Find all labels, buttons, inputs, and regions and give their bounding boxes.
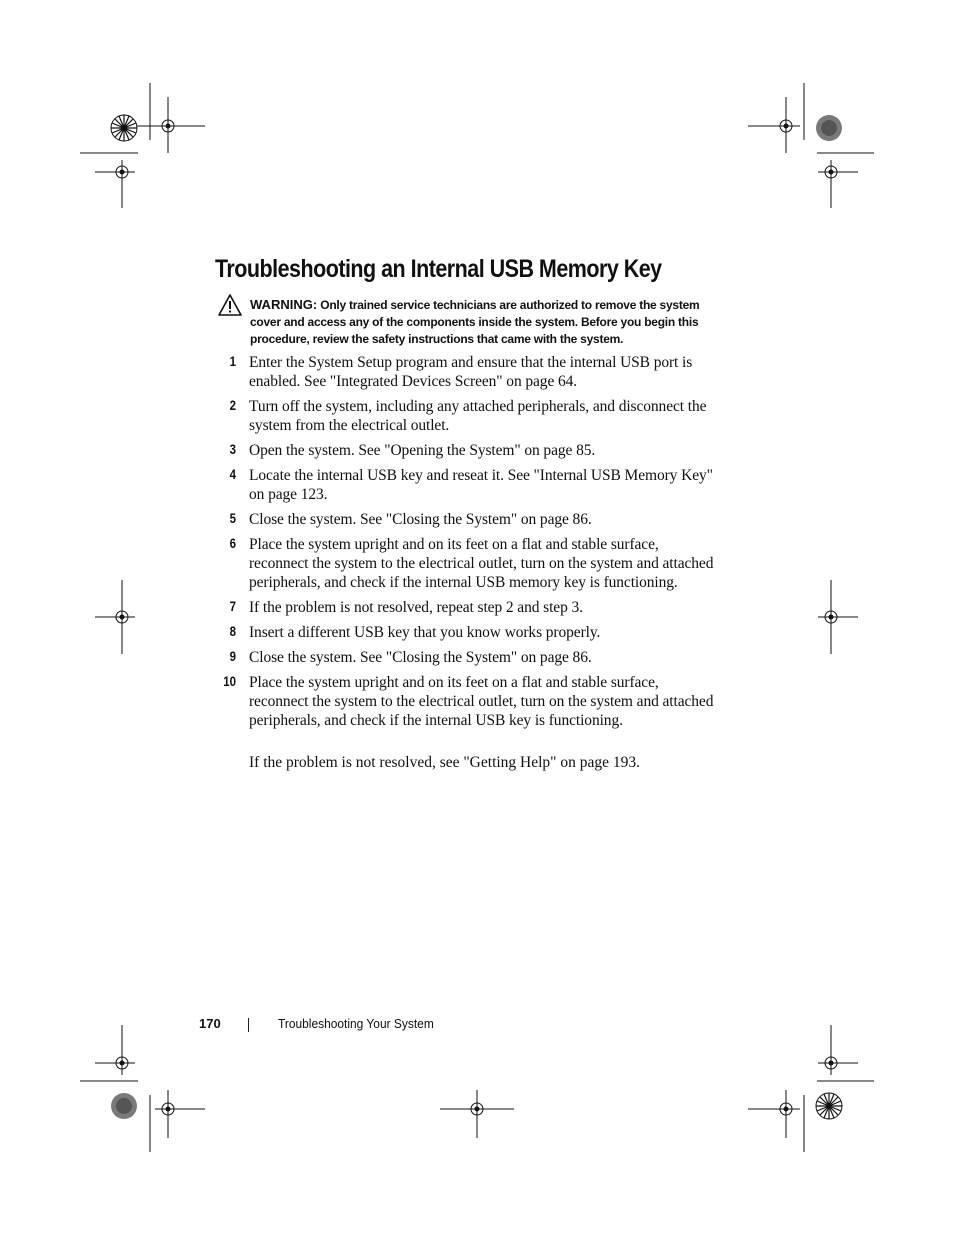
step-text: Open the system. See "Opening the System" on page 85. xyxy=(249,442,596,459)
step-text: If the problem is not resolved, repeat step 2 and step 3. xyxy=(249,599,583,616)
step-number: 4 xyxy=(229,467,236,482)
list-item xyxy=(218,623,718,642)
step-text: Locate the internal USB key and reseat it. See "Internal USB Memory Key" on page 123. xyxy=(249,467,713,503)
step-text: Place the system upright and on its feet on a flat and stable surface, reconnect the system to the electrical outlet, turn on the system and attached peripherals, and check if the internal USB memory key is functioning. xyxy=(249,536,714,591)
help-note: If the problem is not resolved, see "Getting Help" on page 193. xyxy=(249,754,641,771)
step-text: Place the system upright and on its feet on a flat and stable surface, reconnect the system to the electrical outlet, turn on the system and attached peripherals, and check if the internal USB key is functioning. xyxy=(249,674,714,729)
warning-body: Only trained service technicians are authorized to remove the system cover and access any of the components inside the system. Before you begin this procedure, review the safety instructions that came with the system. xyxy=(250,298,700,346)
list-item xyxy=(218,466,718,504)
step-number: 10 xyxy=(223,674,236,689)
list-item xyxy=(218,397,718,435)
list-item xyxy=(218,673,718,730)
step-number: 7 xyxy=(229,599,236,614)
page-title: Troubleshooting an Internal USB Memory Key xyxy=(215,255,662,283)
step-text: Close the system. See "Closing the System" on page 86. xyxy=(249,649,592,666)
footer-divider xyxy=(248,1018,249,1032)
section-title: Troubleshooting Your System xyxy=(278,1016,434,1031)
step-list xyxy=(218,353,718,736)
page-number: 170 xyxy=(199,1016,221,1031)
warning-label: WARNING: xyxy=(250,297,318,312)
step-number: 3 xyxy=(229,442,236,457)
step-text: Insert a different USB key that you know works properly. xyxy=(249,624,601,641)
step-number: 8 xyxy=(229,624,236,639)
list-item xyxy=(218,441,718,460)
step-number: 1 xyxy=(229,354,236,369)
step-text: Close the system. See "Closing the System" on page 86. xyxy=(249,511,592,528)
warning-text xyxy=(250,296,728,348)
step-text: Enter the System Setup program and ensure that the internal USB port is enabled. See "Integrated Devices Screen" on page 64. xyxy=(249,354,693,390)
step-number: 6 xyxy=(229,536,236,551)
step-number: 9 xyxy=(229,649,236,664)
step-number: 2 xyxy=(229,398,236,413)
warning-triangle-icon xyxy=(218,294,242,316)
list-item xyxy=(218,535,718,592)
step-number: 5 xyxy=(229,511,236,526)
list-item xyxy=(218,598,718,617)
list-item xyxy=(218,648,718,667)
list-item xyxy=(218,510,718,529)
list-item xyxy=(218,353,718,391)
step-text: Turn off the system, including any attached peripherals, and disconnect the system from the electrical outlet. xyxy=(249,398,707,434)
